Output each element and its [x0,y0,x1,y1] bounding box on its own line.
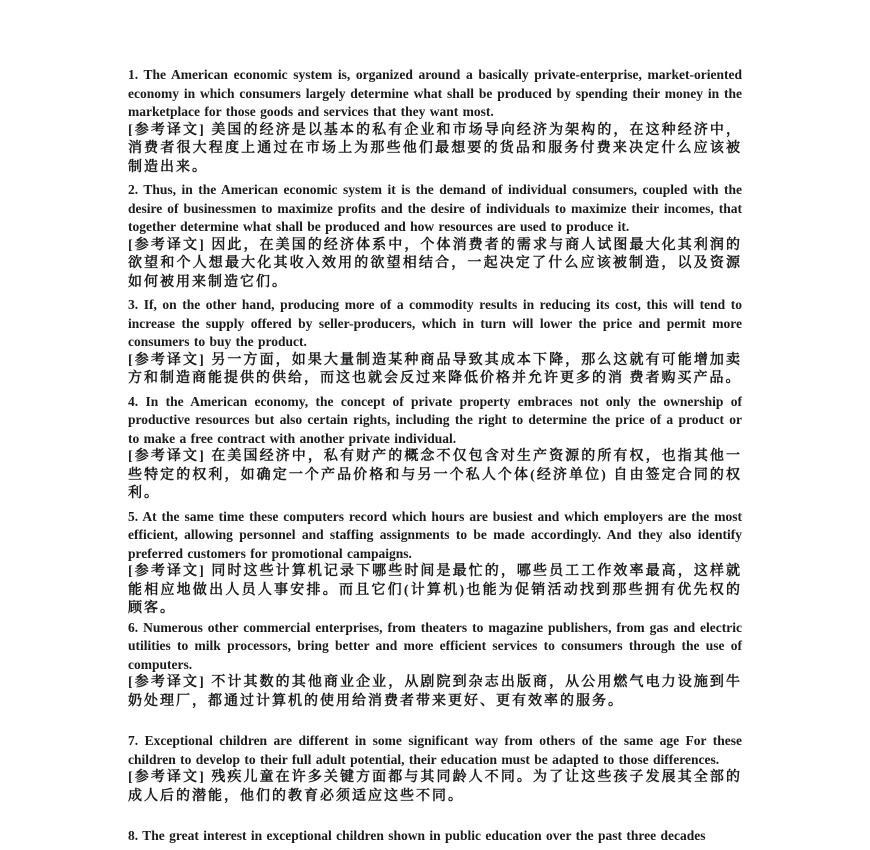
paragraph-2-english: 2. Thus, in the American economic system it is the demand of individual consumers, coupled with the desire of businessmen to maximize profits and the desire of individuals to maximize their incomes, that together determine what shall be produced and how resources are used to produce it. [128,182,742,234]
paragraph-7-english: 7. Exceptional children are different in some significant way from others of the same age For these children to develop to their full adult potential, their education must be adapted to those differences. [128,733,742,767]
paragraph-2-translation: [参考译文] 因此，在美国的经济体系中，个体消费者的需求与商人试图最大化其利润的欲望和个人想最大化其收入效用的欲望相结合，一起决定了什么应该被制造，以及资源如何被用来制造它们。 [128,237,742,290]
paragraph-8 [128,827,742,846]
paragraph-7 [128,732,742,806]
paragraph-3 [128,296,742,389]
paragraph-4-english: 4. In the American economy, the concept of private property embraces not only the ownership of productive resources but also certain rights, including the right to determine the price of a product or to make a free contract with another private individual. [128,393,742,446]
paragraph-4-translation: [参考译文] 在美国经济中，私有财产的概念不仅包含对生产资源的所有权，也指其他一些特定的权利，如确定一个产品价格和与另一个私人个体(经济单位) 自由签定合同的权利。 [128,449,742,501]
paragraph-1 [128,66,742,177]
paragraph-5-translation: [参考译文] 同时这些计算机记录下哪些时间是最忙的，哪些员工工作效率最高，这样就能相应地做出人员人事安排。而且它们(计算机)也能为促销活动找到那些拥有优先权的顾客。 [128,564,742,616]
paragraph-8-english: 8. The great interest in exceptional children shown in public education over the past three decades [128,828,706,843]
paragraph-5-english: 5. At the same time these computers record which hours are busiest and which employers are the most efficient, allowing personnel and staffing assignments to be made accordingly. And they also identify preferred customers for promotional campaigns. [128,508,742,561]
paragraph-1-english: 1. The American economic system is, organized around a basically private-enterprise, market-oriented economy in which consumers largely determine what shall be produced by spending their money in the marketplace for those goods and services that they want most. [128,67,742,119]
paragraph-7-translation: [参考译文] 残疾儿童在许多关键方面都与其同龄人不同。为了让这些孩子发展其全部的成人后的潜能，他们的教育必须适应这些不同。 [128,770,742,804]
paragraph-3-translation: [参考译文] 另一方面，如果大量制造某种商品导致其成本下降，那么这就有可能增加卖方和制造商能提供的供给，而这也就会反过来降低价格并允许更多的消 费者购买产品。 [128,352,742,386]
paragraph-6-english: 6. Numerous other commercial enterprises, from theaters to magazine publishers, from gas and electric utilities to milk processors, bring better and more efficient services to consumers through the use of computers. [128,619,742,672]
paragraph-2 [128,181,742,292]
paragraph-6 [128,619,742,712]
document-content [128,66,742,850]
paragraph-5 [128,508,742,619]
paragraph-6-translation: [参考译文] 不计其数的其他商业企业，从剧院到杂志出版商，从公用燃气电力设施到牛奶处理厂，都通过计算机的使用给消费者带来更好、更有效率的服务。 [128,675,742,709]
paragraph-1-translation: [参考译文] 美国的经济是以基本的私有企业和市场导向经济为架构的，在这种经济中，消费者很大程度上通过在市场上为那些他们最想要的货品和服务付费来决定什么应该被制造出来。 [128,122,742,175]
paragraph-4 [128,393,742,504]
paragraph-3-english: 3. If, on the other hand, producing more of a commodity results in reducing its cost, this will tend to increase the supply offered by seller-producers, which in turn will lower the price and permit more consumers to buy the product. [128,297,742,349]
